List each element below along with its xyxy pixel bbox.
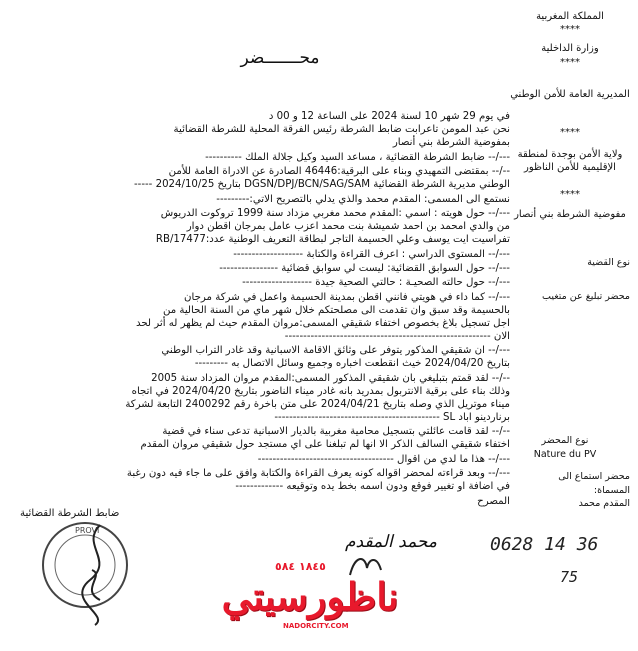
- officer-label: ضابط الشرطة القضائية: [20, 508, 120, 519]
- body-line: تفراسيت ايت يوسف وعلي الحسيمة التاجر لبطاقة التعريف الوطنية عدد:RB/17477: [155, 234, 510, 245]
- header-directorate: المديرية العامة للأمن الوطني: [510, 89, 630, 100]
- body-line: برناردينو اباد SL ---------------------------------------------: [274, 412, 510, 423]
- hearing-label: محضر استماع الى: [558, 471, 630, 482]
- body-line: اجل تسجيل بلاغ بخصوص اختفاء شقيقي المسمى:مروان المقدم حيث لم يظهر له أثر لحد: [135, 318, 510, 329]
- header-stars: ****: [560, 24, 580, 35]
- body-line: بتاريخ 2024/04/20 خيث انقطعت اخباره وجميع وسائل الاتصال به ---------: [194, 358, 510, 369]
- body-line: ---/-- حول حالته الصحيـة : حالتي الصحية جيدة -------------------: [242, 277, 510, 288]
- body-line: في يوم 29 شهر 10 لسنة 2024 على الساعة 12 و 00 د: [268, 111, 510, 122]
- header-wilaya: ولاية الأمن بوجدة لمنطقة الإقليمية للأمن الناظور: [517, 149, 623, 173]
- body-line: في اضافة او تغيير فوقع ودون اسمه بخط يده وتوقيعه -------------: [235, 481, 510, 492]
- body-line: ---/-- ان شقيقي المذكور يتوفر على وثائق الاقامة الاسبانية وقد غادر التراب الوطني: [161, 345, 510, 356]
- body-line: وذلك بناء على برقية الانتربول بمدريد بانه غادر ميناء الناضور بتاريخ 2024/04/20 في اتجاه: [131, 386, 510, 397]
- body-line: ---/-- كما داء في هويتي فانني اقطن بمدينة الحسيمة واعمل في شركة مرجان: [184, 292, 510, 303]
- body-line: ---/-- المستوى الدراسي : اعرف القراءة والكتابة -------------------: [233, 249, 510, 260]
- header-stars: ****: [560, 57, 580, 68]
- body-line: ---/-- حول هويته : اسمي :المقدم محمد مغربي مزداد سنة 1999 تروكوت الدريوش: [160, 208, 510, 219]
- body-line: الان --------------------------------------------------------: [284, 331, 510, 342]
- body-line: ---/-- ضابط الشرطة القضائية ، مساعد السيد وكيل جلالة الملك ----------: [205, 152, 510, 163]
- body-line-declarant: المصرح: [477, 496, 510, 507]
- header-kingdom: المملكة المغربية: [536, 11, 604, 22]
- header-stars: ****: [560, 189, 580, 200]
- officer-signature-scribble: [70, 520, 130, 630]
- body-line: --/-- بمقتضى التمهيدي وبناء على البرقية:46446 الصادرة عن الادراة العامة للأمن: [168, 166, 510, 177]
- body-line: ---/-- وبعد قراءته لمحضر اقواله كونه يعرف القراءة والكتابة وافق على ما جاء فيه دون رغبة: [126, 468, 510, 479]
- body-line: --/-- لقد قمتم بتبليغي بان شقيقي المذكور المسمى:المقدم مروان المزداد سنة 2005: [151, 373, 510, 384]
- stamp-text: PROVI: [75, 526, 100, 535]
- body-line: نستمع الى المسمى: المقدم محمد والذي يدلي بالتصريح الاتي:---------: [216, 194, 510, 205]
- body-line: الوطني مديرية الشرطة القضائية DGSN/DPJ/BCN/SAG/SAM بتاريخ 2024/10/25 -----: [133, 179, 510, 190]
- watermark-site: NADORCITY.COM: [283, 622, 349, 630]
- nadorcity-watermark: [205, 560, 415, 640]
- body-line: ---/-- حول السوابق القضائية: ليست لي سوابق قضائية ----------------: [219, 263, 510, 274]
- named-label: المسماة:: [593, 485, 630, 496]
- body-line: بمفوضية الشرطة بني أنصار: [392, 137, 510, 148]
- body-line: اختفاء شقيقي السالف الذكر الا انها لم تبلغنا على اي مستجد حول شقيقي مروان المقدم: [140, 439, 510, 450]
- pv-type-label-fr: Nature du PV: [533, 449, 597, 460]
- body-line: بالحسيمة وقد سبق وان تقدمت الى مصلحتكم خلال شهر ماي من السنة الحالية من: [162, 305, 510, 316]
- header-stars: ****: [560, 127, 580, 138]
- handwritten-number: 75: [560, 568, 579, 586]
- header-ministry: وزارة الداخلية: [541, 43, 599, 54]
- case-type-value: محضر تبليغ عن متغيب: [542, 291, 630, 302]
- named-value: المقدم محمد: [578, 498, 630, 509]
- header-commissariat: مفوضية الشرطة بني أنصار: [514, 209, 626, 220]
- pv-type-label: نوع المحضر: [541, 435, 589, 446]
- watermark-logo-text: ناظورسيتي: [221, 574, 399, 619]
- page-title: محـــــــضر: [240, 48, 320, 68]
- body-line: من والدي امحمد بن احمد شميشة بنت محمد اعزب عامل بمرجان اقطن دوار: [186, 221, 510, 232]
- watermark-number: ١٨٤٥ ٥٨٤: [275, 560, 326, 573]
- body-line: ميناء موتريل الذي وصله بتاريخ 2024/04/21 على متن باخرة رقم 2400292 التابعة لشركة: [125, 399, 510, 410]
- body-line: ---/-- هذا ما لدي من اقوال -------------------------------------: [257, 454, 510, 465]
- handwritten-phone: 0628 14 36: [490, 534, 599, 555]
- body-line: --/-- لقد قامت عائلتي بتسجيل محامية مغربية بالديار الاسبانية تدعى سناء في قضية: [162, 426, 510, 437]
- case-type-label: نوع القضية: [587, 257, 630, 268]
- body-line: نحن عبد المومن تاعرابت ضابط الشرطة رئيس الفرقة المحلية للشرطة القضائية: [173, 124, 510, 135]
- declarant-signature: محمد المقدم: [345, 532, 438, 552]
